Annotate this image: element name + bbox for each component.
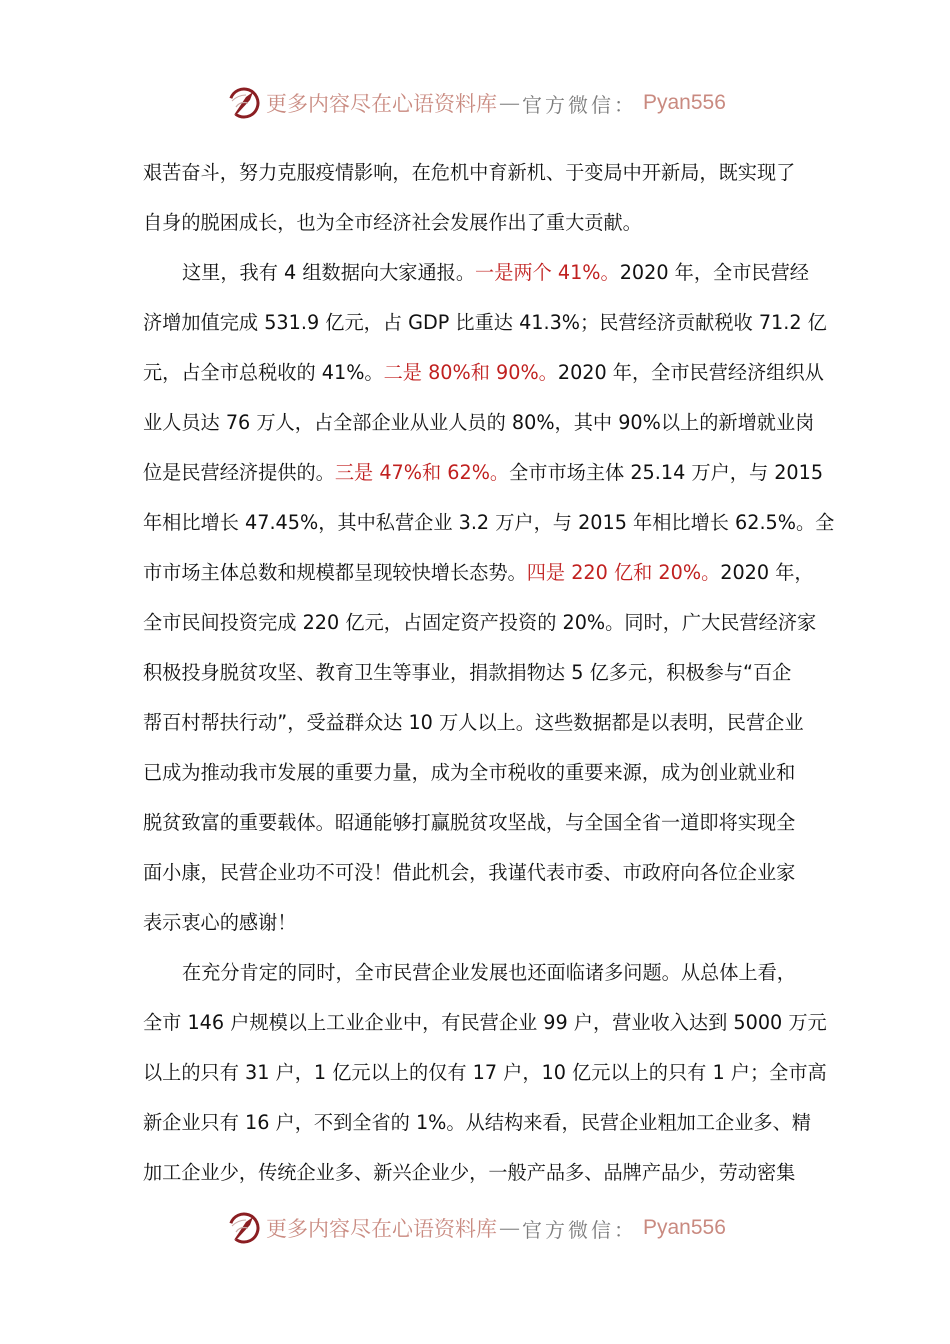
text-segment: 全市 146 户规模以上工业企业中，有民营企业 99 户，营业收入达到 5000 万元 <box>143 1011 827 1034</box>
text-line <box>143 798 808 848</box>
highlighted-data-point: 四是 220 亿和 20%。 <box>526 561 721 584</box>
text-segment: 面小康，民营企业功不可没！借此机会，我谨代表市委、市政府向各位企业家 <box>143 861 796 884</box>
text-segment: 表示衷心的感谢！ <box>143 911 297 934</box>
watermark-header <box>226 83 726 123</box>
text-line <box>143 498 835 548</box>
text-segment: 加工企业少，传统企业多、新兴企业少，一般产品多、品牌产品少，劳动密集 <box>143 1161 796 1184</box>
text-line <box>143 548 814 598</box>
text-segment: 2020 年，全市民营经济组织从 <box>557 361 824 384</box>
paragraph <box>143 148 808 248</box>
text-segment: 自身的脱困成长，也为全市经济社会发展作出了重大贡献。 <box>143 211 642 234</box>
text-segment: 已成为推动我市发展的重要力量，成为全市税收的重要来源，成为创业就业和 <box>143 761 796 784</box>
watermark-dash: — <box>499 91 520 115</box>
watermark-wechat-label: 官方微信： <box>522 92 637 117</box>
text-segment: 业人员达 76 万人，占全部企业从业人员的 80%，其中 90%以上的新增就业岗 <box>143 411 815 434</box>
paragraph <box>143 948 827 1198</box>
text-line <box>143 698 808 748</box>
watermark-wechat-label: 官方微信： <box>522 1217 637 1242</box>
text-line <box>143 148 808 198</box>
text-segment: 济增加值完成 531.9 亿元，占 GDP 比重达 41.3%；民营经济贡献税收 71.2 亿 <box>143 311 827 334</box>
text-segment: 元，占全市总税收的 41%。 <box>143 361 384 384</box>
text-line <box>143 298 827 348</box>
highlighted-data-point: 二是 80%和 90%。 <box>383 361 558 384</box>
text-segment: 在充分肯定的同时，全市民营企业发展也还面临诸多问题。从总体上看， <box>182 961 796 984</box>
text-segment: 年相比增长 47.45%，其中私营企业 3.2 万户，与 2015 年相比增长 62.5%。全 <box>143 511 835 534</box>
text-segment: 市市场主体总数和规模都呈现较快增长态势。 <box>143 561 527 584</box>
text-line <box>143 648 808 698</box>
text-line <box>143 348 824 398</box>
watermark-wechat-id: Pyan556 <box>643 1216 726 1239</box>
text-segment: 帮百村帮扶行动”，受益群众达 10 万人以上。这些数据都是以表明，民营企业 <box>143 711 804 734</box>
text-segment: 积极投身脱贫攻坚、教育卫生等事业，捐款捐物达 5 亿多元，积极参与“百企 <box>143 661 792 684</box>
text-segment: 这里，我有 4 组数据向大家通报。 <box>182 261 476 284</box>
text-segment: 艰苦奋斗，努力克服疫情影响，在危机中育新机、于变局中开新局，既实现了 <box>143 161 796 184</box>
text-line <box>143 748 808 798</box>
document-body <box>143 148 835 1198</box>
paragraph <box>143 248 835 948</box>
text-segment: 新企业只有 16 户，不到全省的 1%。从结构来看，民营企业粗加工企业多、精 <box>143 1111 811 1134</box>
text-line <box>143 1048 827 1098</box>
text-line <box>143 948 808 998</box>
text-line <box>143 448 824 498</box>
text-line <box>143 998 827 1048</box>
quill-pen-logo-icon <box>226 1210 262 1246</box>
text-segment: 全市民间投资完成 220 亿元，占固定资产投资的 20%。同时，广大民营经济家 <box>143 611 817 634</box>
text-line <box>143 898 808 948</box>
text-segment: 位是民营经济提供的。 <box>143 461 335 484</box>
text-segment: 2020 年， <box>720 561 814 584</box>
text-line <box>143 1098 811 1148</box>
text-line <box>143 248 808 298</box>
quill-pen-logo-icon <box>226 85 262 121</box>
text-segment: 以上的只有 31 户，1 亿元以上的仅有 17 户，10 亿元以上的只有 1 户；全市高 <box>143 1061 827 1084</box>
text-line <box>143 198 808 248</box>
text-segment: 脱贫致富的重要载体。昭通能够打赢脱贫攻坚战，与全国全省一道即将实现全 <box>143 811 796 834</box>
watermark-site-name: 更多内容尽在心语资料库 <box>266 1217 497 1241</box>
text-line <box>143 598 817 648</box>
text-line <box>143 1148 808 1198</box>
watermark-site-name: 更多内容尽在心语资料库 <box>266 92 497 116</box>
text-segment: 全市市场主体 25.14 万户，与 2015 <box>509 461 824 484</box>
text-line <box>143 398 815 448</box>
highlighted-data-point: 三是 47%和 62%。 <box>334 461 510 484</box>
watermark-footer <box>226 1208 726 1248</box>
watermark-dash: — <box>499 1216 520 1240</box>
text-line <box>143 848 808 898</box>
text-segment: 2020 年，全市民营经 <box>619 261 809 284</box>
watermark-wechat-id: Pyan556 <box>643 91 726 114</box>
highlighted-data-point: 一是两个 41%。 <box>475 261 620 284</box>
